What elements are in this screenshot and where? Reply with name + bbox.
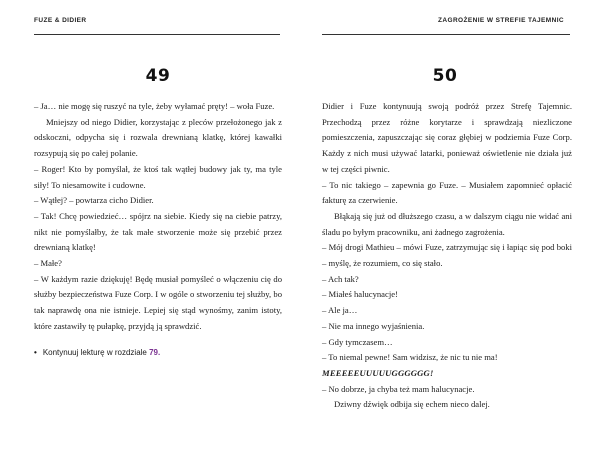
body-text-left xyxy=(34,99,282,335)
header-rule-right xyxy=(322,34,570,35)
paragraph: – Wątłej? – powtarza cicho Didier. xyxy=(34,195,154,206)
continue-text: Kontynuuj lekturę w rozdziale xyxy=(42,348,147,357)
paragraph: – To niemal pewne! Sam widzisz, że nic tu nie ma! xyxy=(322,352,498,363)
paragraph: – Roger! Kto by pomyślał, że ktoś tak wątłej budowy jak ty, ma tyle siły! To niesamowite i cudowne. xyxy=(34,163,282,190)
paragraph: – To nic takiego – zapewnia go Fuze. – Musiałem zapomnieć opłacić fakturę za czerwienie. xyxy=(322,179,572,206)
paragraph: – Miałeś halucynacje! xyxy=(322,289,398,300)
continue-chapter-number[interactable]: 79. xyxy=(149,348,161,357)
paragraph: Dziwny dźwięk odbija się echem nieco dalej. xyxy=(334,399,490,410)
continue-reading-link[interactable] xyxy=(34,348,160,357)
paragraph: – Gdy tymczasem… xyxy=(322,336,393,347)
paragraph: – Tak! Chcę powiedzieć… spójrz na siebie. Kiedy się na ciebie patrzy, nikt nie pomyślałby, że tak małe stworzenie może się przebić przez drewnianą klatkę! xyxy=(34,210,282,253)
chapter-number-right: 50 xyxy=(432,66,458,86)
paragraph: – Ja… nie mogę się ruszyć na tyle, żeby wyłamać pręty! – woła Fuze. xyxy=(34,101,275,111)
paragraph: Didier i Fuze kontynuują swoją podróż przez Strefę Tajemnic. Przechodzą przez różne korytarze i sprawdzają niezliczone pomieszczenia, zapuszczając się coraz głębiej w podziemia Fuze Corp. Każdy z nich musi używać latarki, ponieważ oświetlenie nie działa już w tej części piwnic. xyxy=(322,101,572,174)
paragraph: – Ach tak? xyxy=(322,273,359,284)
right-page xyxy=(300,0,600,450)
paragraph: – Mój drogi Mathieu – mówi Fuze, zatrzymując się i łapiąc się pod boki – myślę, że rozumiem, co się stało. xyxy=(322,242,572,269)
running-head-left: FUZE & DIDIER xyxy=(34,17,87,24)
running-head-right: ZAGROŻENIE W STREFIE TAJEMNIC xyxy=(438,17,564,24)
paragraph: Mniejszy od niego Didier, korzystając z pleców przełożonego jak z odskoczni, odpycha się i rozwala drewnianą klatkę, której kawałki rozsypują się po całej polanie. xyxy=(34,116,282,159)
paragraph: Błąkają się już od dłuższego czasu, a w dalszym ciągu nie widać ani śladu po byłym pracowniku, ani żadnego zagrożenia. xyxy=(322,210,572,237)
paragraph: – Ale ja… xyxy=(322,305,358,316)
header-rule-left xyxy=(34,34,280,35)
paragraph: – Małe? xyxy=(34,258,62,269)
paragraph: – No dobrze, ja chyba też mam halucynacje. xyxy=(322,383,475,394)
chapter-number-left: 49 xyxy=(145,66,171,86)
bullet-icon: • xyxy=(34,348,37,357)
paragraph: – Nie ma innego wyjaśnienia. xyxy=(322,320,425,331)
paragraph: – W każdym razie dziękuję! Będę musiał pomyśleć o włączeniu cię do służby bezpieczeństwa Fuze Corp. I w ogóle o stworzeniu tej służby, bo tak naprawdę ona nie istnieje. Lepiej się stąd wynośmy, zanim istoty, które zastawiły tę pułapkę, przyjdą ją sprawdzić. xyxy=(34,273,282,331)
sound-effect-text: MEEEEEUUUUUGGGGGG! xyxy=(322,367,434,378)
body-text-right xyxy=(322,99,572,413)
